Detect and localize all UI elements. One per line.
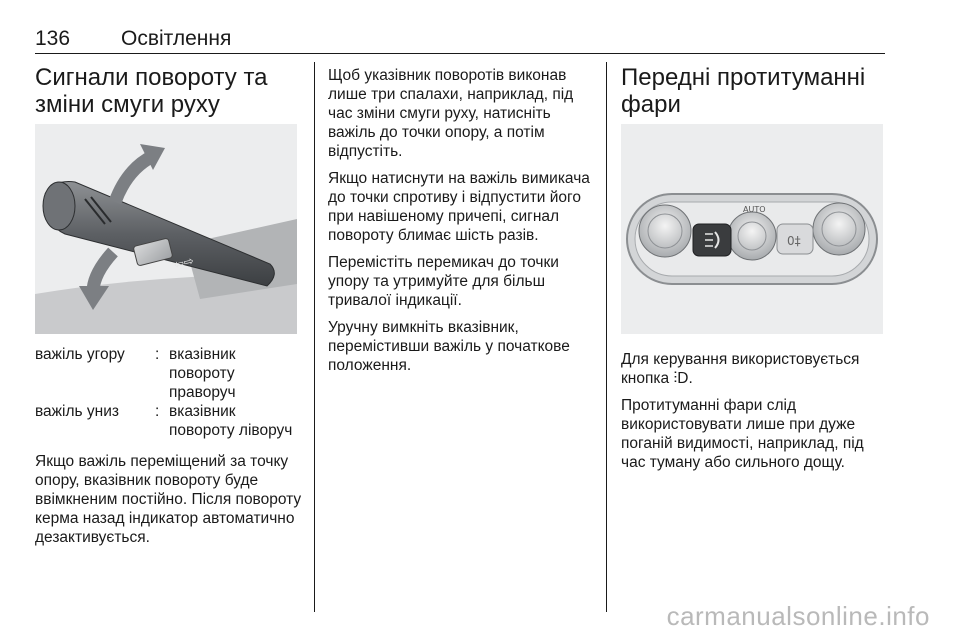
panel-auto-label: AUTO	[743, 205, 766, 214]
header-rule	[35, 53, 885, 54]
paragraph-permanent-signal: Якщо важіль переміщений за точку опору, вказівник повороту буде ввімкненим постійно. Після повороту керма назад індикатор автоматично дезактивується.	[35, 453, 302, 546]
definition-row-up	[35, 345, 305, 402]
paragraph-three-flashes: Щоб указівник поворотів виконав лише три спалахи, наприклад, під час зміни смуги руху, натисніть важіль до точки опору, а потім відпустіть.	[328, 67, 574, 160]
column-divider-2	[606, 62, 607, 612]
paragraph-fog-button: Для керування використовується кнопка ⫶D.	[621, 351, 860, 387]
rear-fog-light-button[interactable]	[777, 224, 813, 254]
left-paragraph-block	[35, 452, 303, 555]
section-heading-front-fog-lights: Передні протитуманні фари	[621, 64, 866, 118]
lever-illustration	[35, 124, 297, 334]
definition-term: важіль угору	[35, 346, 125, 363]
definition-term: важіль униз	[35, 403, 119, 420]
front-fog-light-button[interactable]	[693, 224, 731, 256]
svg-text:⇦⇨: ⇦⇨	[172, 253, 196, 272]
paragraph-manual-off: Уручну вимкніть вказівник, перемістивши важіль у початкове положення.	[328, 319, 570, 374]
turn-signal-lever-image	[35, 124, 297, 334]
right-text-column	[621, 350, 883, 480]
lever-definition-list	[35, 345, 305, 440]
left-heading-block	[35, 64, 310, 118]
light-switch-panel-image	[621, 124, 883, 334]
right-heading-block	[621, 64, 883, 118]
svg-text:0‡: 0‡	[787, 234, 801, 248]
section-heading-turn-signals: Сигнали повороту та зміни смуги руху	[35, 64, 268, 118]
definition-colon: :	[155, 346, 160, 363]
site-watermark: carmanualsonline.info	[666, 601, 930, 631]
column-divider-1	[314, 62, 315, 612]
paragraph-fog-usage: Протитуманні фари слід використовувати лише при дуже поганій видимості, наприклад, під час туману або сильного дощу.	[621, 397, 864, 471]
definition-value: вказівник повороту праворуч	[169, 346, 236, 401]
definition-colon: :	[155, 403, 160, 420]
paragraph-longer-indication: Перемістіть перемикач до точки упору та утримуйте для більш тривалої індикації.	[328, 254, 559, 309]
chapter-title: Освітлення	[121, 27, 232, 50]
page-number: 136	[35, 27, 71, 50]
panel-illustration	[621, 124, 883, 334]
paragraph-trailer: Якщо натиснути на важіль вимикача до точки спротиву і відпустити його при навішеному причепі, сигнал повороту блимає шість разів.	[328, 170, 590, 244]
middle-text-column	[328, 66, 598, 383]
curved-arrow-up-icon	[115, 144, 165, 202]
definition-row-down	[35, 402, 305, 440]
definition-value: вказівник повороту ліворуч	[169, 403, 293, 439]
